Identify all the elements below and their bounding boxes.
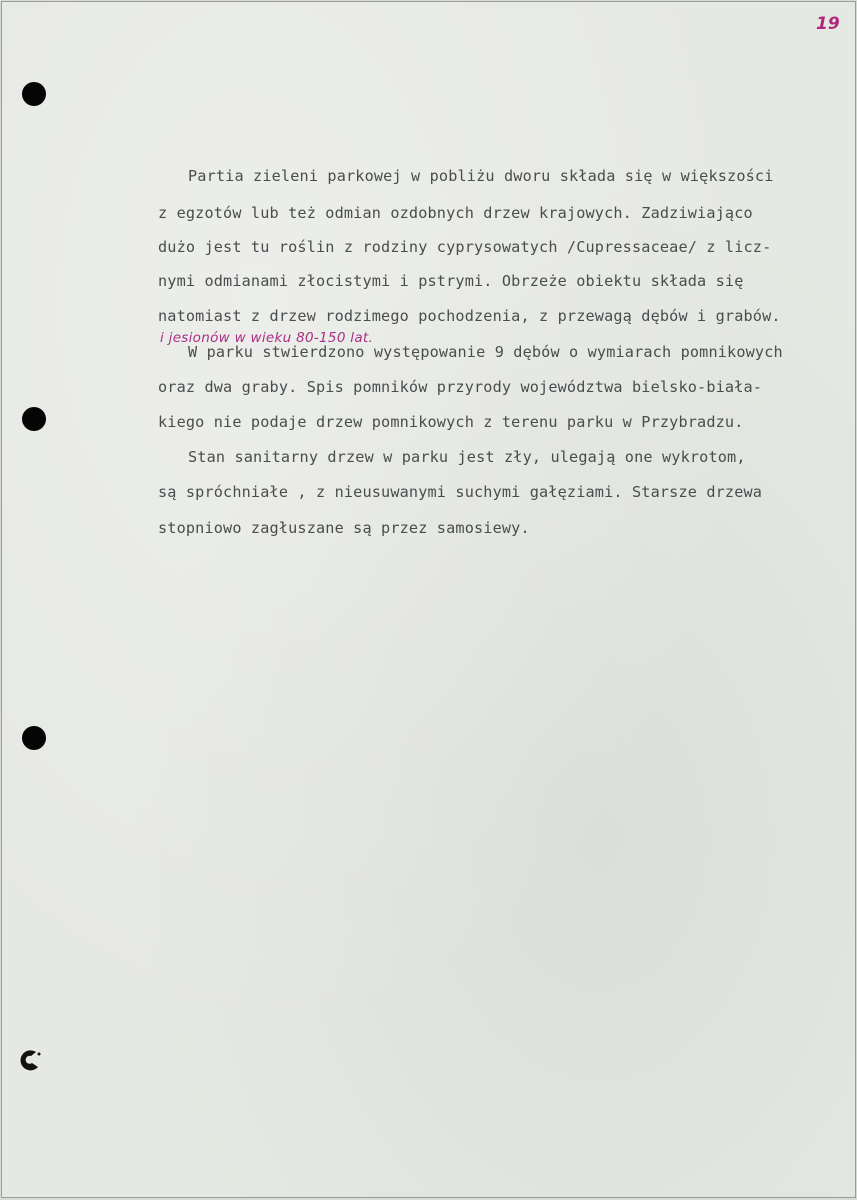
text-line: Stan sanitarny drzew w parku jest zły, ulegają one wykrotom, (188, 448, 746, 466)
text-line: dużo jest tu roślin z rodziny cyprysowatych /Cupressaceae/ z licz- (158, 238, 772, 256)
punch-hole-partial (18, 1048, 42, 1072)
text-line: natomiast z drzew rodzimego pochodzenia, z przewagą dębów i grabów. (158, 307, 781, 325)
text-line: kiego nie podaje drzew pomnikowych z terenu parku w Przybradzu. (158, 413, 744, 431)
text-line: W parku stwierdzono występowanie 9 dębów o wymiarach pomnikowych (188, 343, 783, 361)
text-line: z egzotów lub też odmian ozdobnych drzew krajowych. Zadziwiająco (158, 204, 753, 222)
punch-hole (22, 407, 46, 431)
punch-hole (22, 726, 46, 750)
text-line: oraz dwa graby. Spis pomników przyrody województwa bielsko-biała- (158, 378, 763, 396)
punch-hole (22, 82, 46, 106)
text-line: Partia zieleni parkowej w pobliżu dworu składa się w większości (188, 167, 774, 185)
text-line: stopniowo zagłuszane są przez samosiewy. (158, 519, 530, 537)
text-line: są spróchniałe , z nieusuwanymi suchymi gałęziami. Starsze drzewa (158, 483, 763, 501)
text-line: nymi odmianami złocistymi i pstrymi. Obrzeże obiektu składa się (158, 272, 744, 290)
handwritten-annotation: i jesionów w wieku 80-150 lat. (160, 330, 374, 346)
document-page (1, 1, 856, 1198)
page-number: 19 (816, 14, 840, 34)
